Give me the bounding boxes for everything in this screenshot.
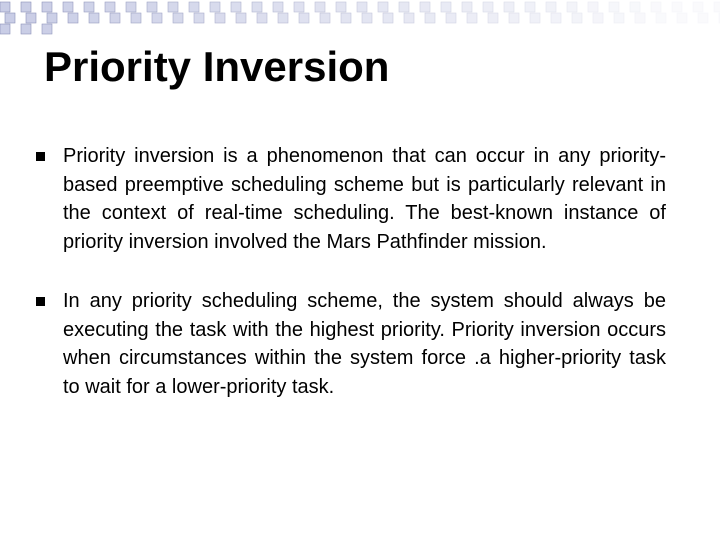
decorative-square — [693, 2, 703, 12]
decorative-square — [131, 13, 141, 23]
decorative-square — [173, 13, 183, 23]
decorative-square — [656, 13, 666, 23]
decorative-square — [677, 13, 687, 23]
decorative-square — [362, 13, 372, 23]
decorative-square — [252, 2, 262, 12]
decorative-square — [63, 2, 73, 12]
decorative-square — [21, 24, 31, 34]
decorative-square — [0, 24, 10, 34]
decorative-square — [672, 2, 682, 12]
decorative-square — [378, 2, 388, 12]
bullet-list — [36, 142, 666, 432]
decorative-square — [462, 2, 472, 12]
bullet-item — [36, 287, 666, 401]
decorative-square — [210, 2, 220, 12]
decorative-square — [5, 13, 15, 23]
decorative-square — [168, 2, 178, 12]
decorative-square-pattern — [0, 0, 720, 40]
decorative-square — [299, 13, 309, 23]
decorative-square — [0, 2, 10, 12]
decorative-square — [341, 13, 351, 23]
bullet-text: Priority inversion is a phenomenon that can occur in any priority-based preemptive scheduling scheme but is particularly relevant in the context of real-time scheduling. The best-known instance of priority inversion involved the Mars Pathfinder mission. — [63, 145, 666, 253]
decorative-square — [572, 13, 582, 23]
decorative-square — [593, 13, 603, 23]
decorative-square — [47, 13, 57, 23]
decorative-square — [357, 2, 367, 12]
square-bullet-icon — [36, 152, 45, 161]
decorative-square — [546, 2, 556, 12]
decorative-square — [567, 2, 577, 12]
decorative-square — [467, 13, 477, 23]
decorative-square — [68, 13, 78, 23]
decorative-square — [446, 13, 456, 23]
decorative-square — [89, 13, 99, 23]
decorative-square — [383, 13, 393, 23]
decorative-square — [551, 13, 561, 23]
decorative-square — [698, 13, 708, 23]
decorative-square — [273, 2, 283, 12]
decorative-square — [236, 13, 246, 23]
bullet-text: In any priority scheduling scheme, the system should always be executing the task with the highest priority. Priority inversion occurs when circumstances within the system force .a higher-priority task to wait for a lower-priority task. — [63, 290, 666, 398]
bullet-item — [36, 142, 666, 256]
decorative-square — [110, 13, 120, 23]
decorative-square — [420, 2, 430, 12]
decorative-square — [404, 13, 414, 23]
decorative-square — [84, 2, 94, 12]
decorative-square — [441, 2, 451, 12]
decorative-square — [315, 2, 325, 12]
decorative-square — [42, 2, 52, 12]
decorative-square — [26, 13, 36, 23]
decorative-square — [147, 2, 157, 12]
decorative-square — [651, 2, 661, 12]
decorative-square — [609, 2, 619, 12]
decorative-square — [336, 2, 346, 12]
decorative-square — [504, 2, 514, 12]
square-bullet-icon — [36, 297, 45, 306]
decorative-square — [399, 2, 409, 12]
decorative-square — [530, 13, 540, 23]
decorative-square — [126, 2, 136, 12]
decorative-square — [714, 2, 720, 12]
decorative-square — [588, 2, 598, 12]
decorative-square — [509, 13, 519, 23]
decorative-square — [525, 2, 535, 12]
decorative-square — [257, 13, 267, 23]
decorative-square — [320, 13, 330, 23]
decorative-square — [194, 13, 204, 23]
decorative-square — [488, 13, 498, 23]
slide-title: Priority Inversion — [44, 43, 390, 90]
decorative-square — [630, 2, 640, 12]
decorative-square — [231, 2, 241, 12]
decorative-square — [152, 13, 162, 23]
decorative-square — [21, 2, 31, 12]
decorative-square — [189, 2, 199, 12]
decorative-square — [215, 13, 225, 23]
decorative-square — [42, 24, 52, 34]
decorative-square — [483, 2, 493, 12]
decorative-square — [278, 13, 288, 23]
decorative-square — [614, 13, 624, 23]
decorative-square — [105, 2, 115, 12]
decorative-square — [635, 13, 645, 23]
decorative-square — [425, 13, 435, 23]
decorative-square — [294, 2, 304, 12]
